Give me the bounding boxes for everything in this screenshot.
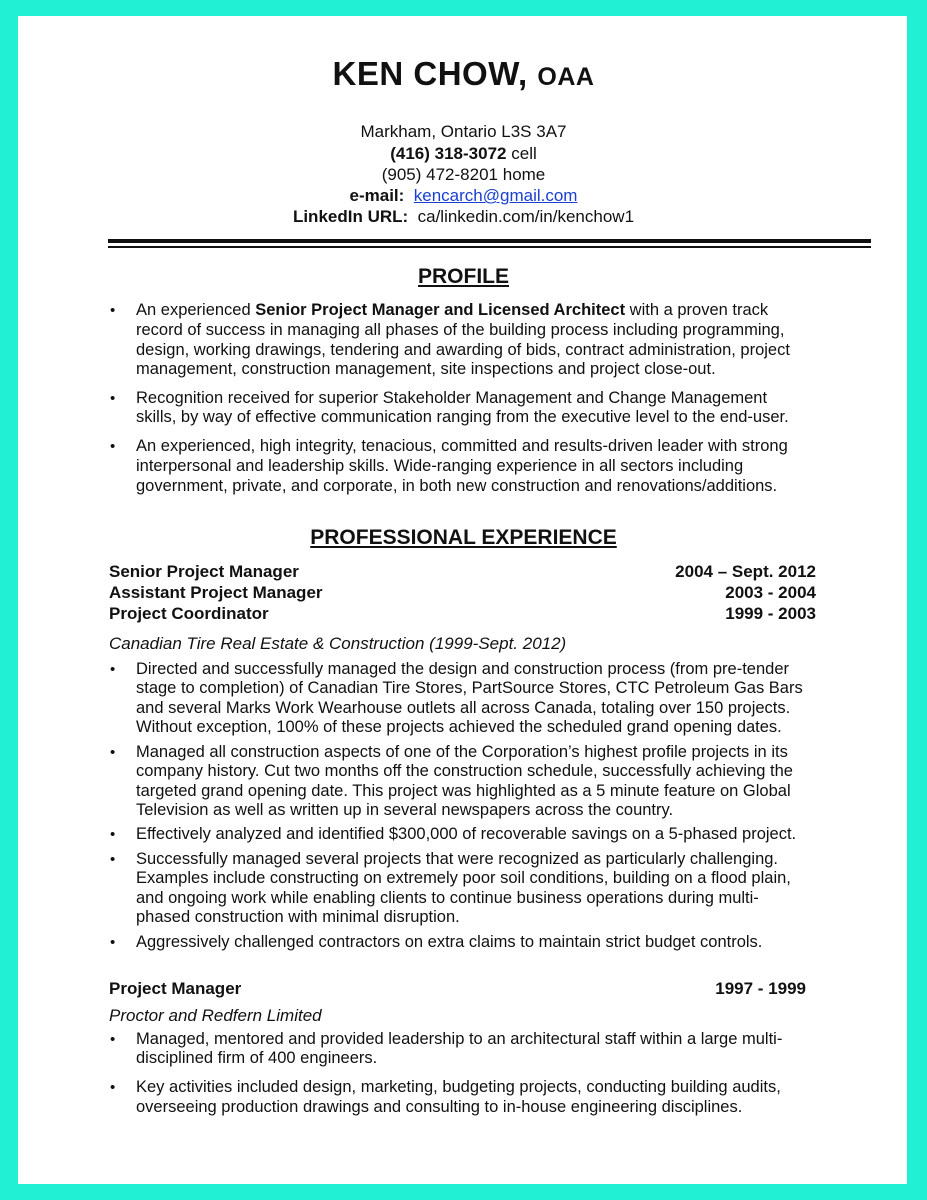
bullet-icon: • [110,1079,116,1096]
email-link[interactable]: kencarch@gmail.com [413,186,578,205]
job-dates: 1999 - 2003 [725,604,816,623]
profile-bullet-3-line: government, private, and corporate, in both new construction and renovations/additions. [136,477,778,495]
experience-bullet-line: and several Marks Work Wearhouse outlets all across Canada, totaling over 150 projects. [136,699,791,717]
experience-bullet-line: Managed all construction aspects of one of the Corporation’s highest profile projects in its [136,743,788,761]
bullet-icon: • [110,826,116,843]
experience-bullet-line: Managed, mentored and provided leadership to an architectural staff within a large multi- [136,1030,783,1048]
experience-bullet-line: phased construction with minimal disruption. [136,908,460,926]
email-line: e-mail: kencarch@gmail.com [349,186,578,205]
company-name: Proctor and Redfern Limited [109,1006,322,1025]
bullet-icon: • [110,744,116,761]
experience-bullet-line: Aggressively challenged contractors on extra claims to maintain strict budget controls. [136,933,763,951]
company-name: Canadian Tire Real Estate & Construction (1999-Sept. 2012) [109,634,567,653]
experience-bullet-line: disciplined firm of 400 engineers. [136,1049,378,1067]
job-dates: 2003 - 2004 [725,583,816,602]
job-dates: 2004 – Sept. 2012 [675,562,816,581]
bullet-icon: • [110,438,116,455]
experience-bullet-line: and ongoing work while enabling clients to continue business operations during multi- [136,889,759,907]
linkedin-url: ca/linkedin.com/in/kenchow1 [417,207,635,226]
bullet-icon: • [110,934,116,951]
experience-bullet-line: overseeing production drawings and consulting to in-house engineering disciplines. [136,1098,743,1116]
profile-heading: PROFILE [417,265,509,288]
profile-bullet-2-line: skills, by way of effective communication ranging from the executive level to the end-user. [136,408,789,426]
profile-bullet-3-line: An experienced, high integrity, tenacious, committed and results-driven leader with strong [136,437,788,455]
header-divider-thin [108,246,871,248]
address: Markham, Ontario L3S 3A7 [360,122,567,141]
bullet-icon: • [110,661,116,678]
experience-bullet-line: targeted grand opening date. This project was highlighted as a 5 minute feature on Global [136,782,791,800]
job-title: Project Coordinator [109,604,269,623]
experience-heading: PROFESSIONAL EXPERIENCE [310,526,617,549]
profile-bullet-1-line: design, working drawings, tendering and awarding of bids, contract administration, project [136,341,790,359]
experience-bullet-line: Television as well as written up in several newspapers across the country. [136,801,674,819]
profile-bullet-3-line: interpersonal and leadership skills. Wide-ranging experience in all sectors including [136,457,744,475]
experience-bullet-line: company history. Cut two months off the construction schedule, successfully achieving the [136,762,793,780]
experience-bullet-line: Directed and successfully managed the design and construction process (from pre-tender [136,660,790,678]
linkedin-line: LinkedIn URL: ca/linkedin.com/in/kenchow1 [292,207,635,226]
profile-bullet-2-line: Recognition received for superior Stakeholder Management and Change Management [136,389,768,407]
bullet-icon: • [110,1031,116,1048]
job-dates: 1997 - 1999 [715,979,806,998]
job-title: Assistant Project Manager [109,583,323,602]
experience-bullet-line: Examples include constructing on extremely poor soil conditions, building on a flood plain, [136,869,791,887]
experience-bullet-line: Without exception, 100% of these projects achieved the scheduled grand opening dates. [136,718,782,736]
job-title: Project Manager [109,979,242,998]
header-divider [108,239,871,243]
profile-bullet-1-line: management, construction management, site inspections and project close-out. [136,360,716,378]
bullet-icon: • [110,851,116,868]
cell-phone: (416) 318-3072 cell [390,144,537,163]
candidate-name: KEN CHOW, OAA [332,55,595,92]
experience-bullet-line: Successfully managed several projects that were recognized as particularly challenging. [136,850,779,868]
experience-bullet-line: Effectively analyzed and identified $300,000 of recoverable savings on a 5-phased project. [136,825,797,843]
experience-bullet-line: stage to completion) of Canadian Tire Stores, PartSource Stores, CTC Petroleum Gas Bars [136,679,803,697]
bullet-icon: • [110,390,116,407]
experience-bullet-line: Key activities included design, marketing, budgeting projects, conducting building audits, [136,1078,781,1096]
profile-bullet-1-line-1: An experienced Senior Project Manager and Licensed Architect with a proven track [136,301,769,319]
home-phone: (905) 472-8201 home [381,165,546,184]
job-title: Senior Project Manager [109,562,299,581]
profile-bullet-1-line: record of success in managing all phases of the building process including programming, [136,321,785,339]
bullet-icon: • [110,302,116,319]
